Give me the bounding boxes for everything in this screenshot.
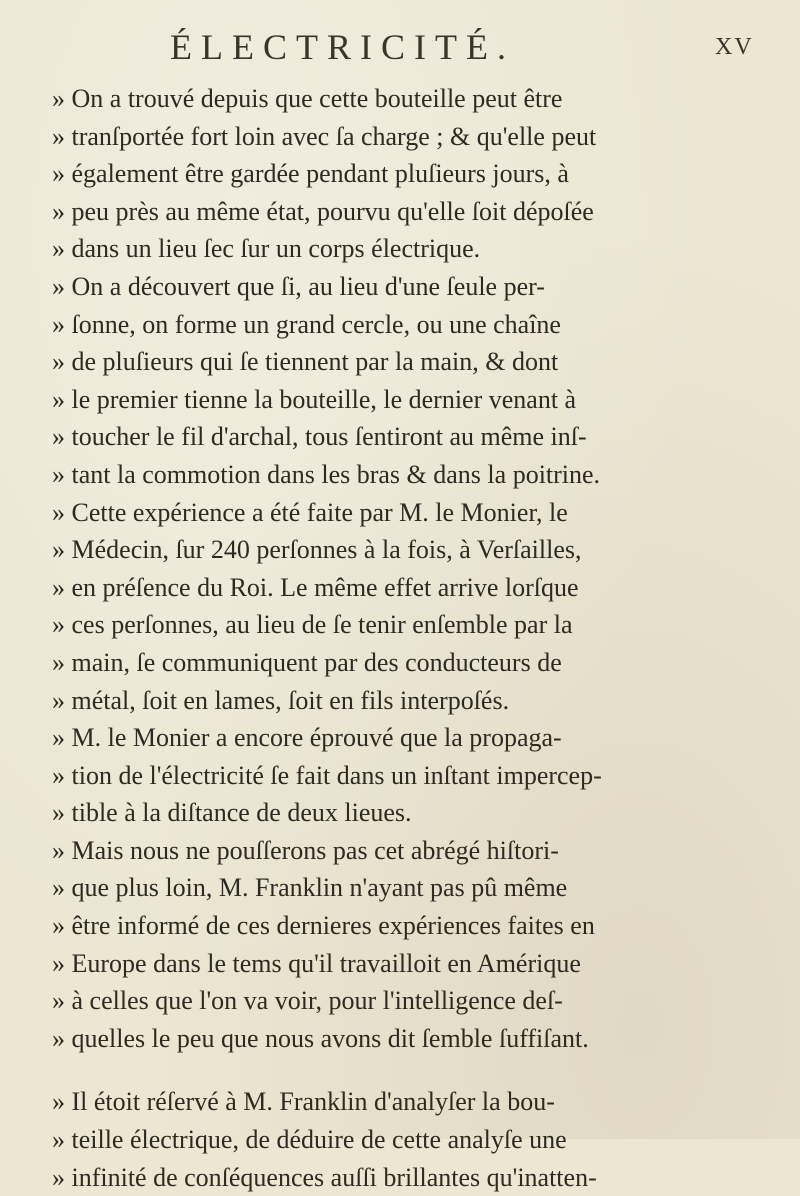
text-line: » Cette expérience a été faite par M. le Monier, le xyxy=(52,497,568,527)
text-line: » Médecin, ſur 240 perſonnes à la fois, à Verſailles, xyxy=(52,535,582,565)
text-line: » Europe dans le tems qu'il travailloit en Amérique xyxy=(52,948,581,978)
text-line: » teille électrique, de déduire de cette analyſe une xyxy=(52,1125,567,1155)
text-line: » ſonne, on forme un grand cercle, ou une chaîne xyxy=(52,309,561,339)
text-line: » tion de l'électricité ſe fait dans un inſtant impercep- xyxy=(52,760,602,790)
text-line: » en préſence du Roi. Le même effet arrive lorſque xyxy=(52,572,579,602)
text-line: » à celles que l'on va voir, pour l'intelligence deſ- xyxy=(52,986,563,1016)
text-line: » On a découvert que ſi, au lieu d'une ſeule per- xyxy=(52,271,545,301)
text-line: » main, ſe communiquent par des conducteurs de xyxy=(52,647,562,677)
text-line: » être informé de ces dernieres expériences faites en xyxy=(52,911,595,941)
text-line: » le premier tienne la bouteille, le dernier venant à xyxy=(52,384,577,414)
text-line: » On a trouvé depuis que cette bouteille peut être xyxy=(52,84,563,113)
text-line: » Mais nous ne pouſſerons pas cet abrégé hiſtori- xyxy=(52,835,559,865)
page-number: XV xyxy=(715,34,754,60)
text-line: » peu près au même état, pourvu qu'elle ſoit dépoſée xyxy=(52,196,594,226)
running-head xyxy=(0,26,800,70)
text-line: » tant la commotion dans les bras & dans la poitrine. xyxy=(52,459,601,489)
text-line: » quelles le peu que nous avons dit ſemble ſuffiſant. xyxy=(52,1023,589,1053)
text-line: » Il étoit réſervé à M. Franklin d'analyſer la bou- xyxy=(52,1087,555,1117)
text-line: » tranſportée fort loin avec ſa charge ; & qu'elle peut xyxy=(52,121,597,151)
text-line: » dans un lieu ſec ſur un corps électrique. xyxy=(52,234,481,264)
text-line: » tible à la diſtance de deux lieues. xyxy=(52,798,412,828)
running-title: ÉLECTRICITÉ. xyxy=(170,27,515,67)
text-line: » de pluſieurs qui ſe tiennent par la main, & dont xyxy=(52,347,559,377)
text-line: » également être gardée pendant pluſieurs jours, à xyxy=(52,159,569,189)
body-text xyxy=(52,80,772,1196)
text-line: » métal, ſoit en lames, ſoit en fils interpoſés. xyxy=(52,685,510,715)
text-line: » M. le Monier a encore éprouvé que la propaga- xyxy=(52,723,562,753)
text-line: » toucher le fil d'archal, tous ſentiront au même inſ- xyxy=(52,422,587,452)
text-line: » infinité de conſéquences auſſi brillantes qu'inatten- xyxy=(52,1162,597,1192)
text-line: » que plus loin, M. Franklin n'ayant pas pû même xyxy=(52,873,568,903)
text-line: » ces perſonnes, au lieu de ſe tenir enſemble par la xyxy=(52,610,573,640)
